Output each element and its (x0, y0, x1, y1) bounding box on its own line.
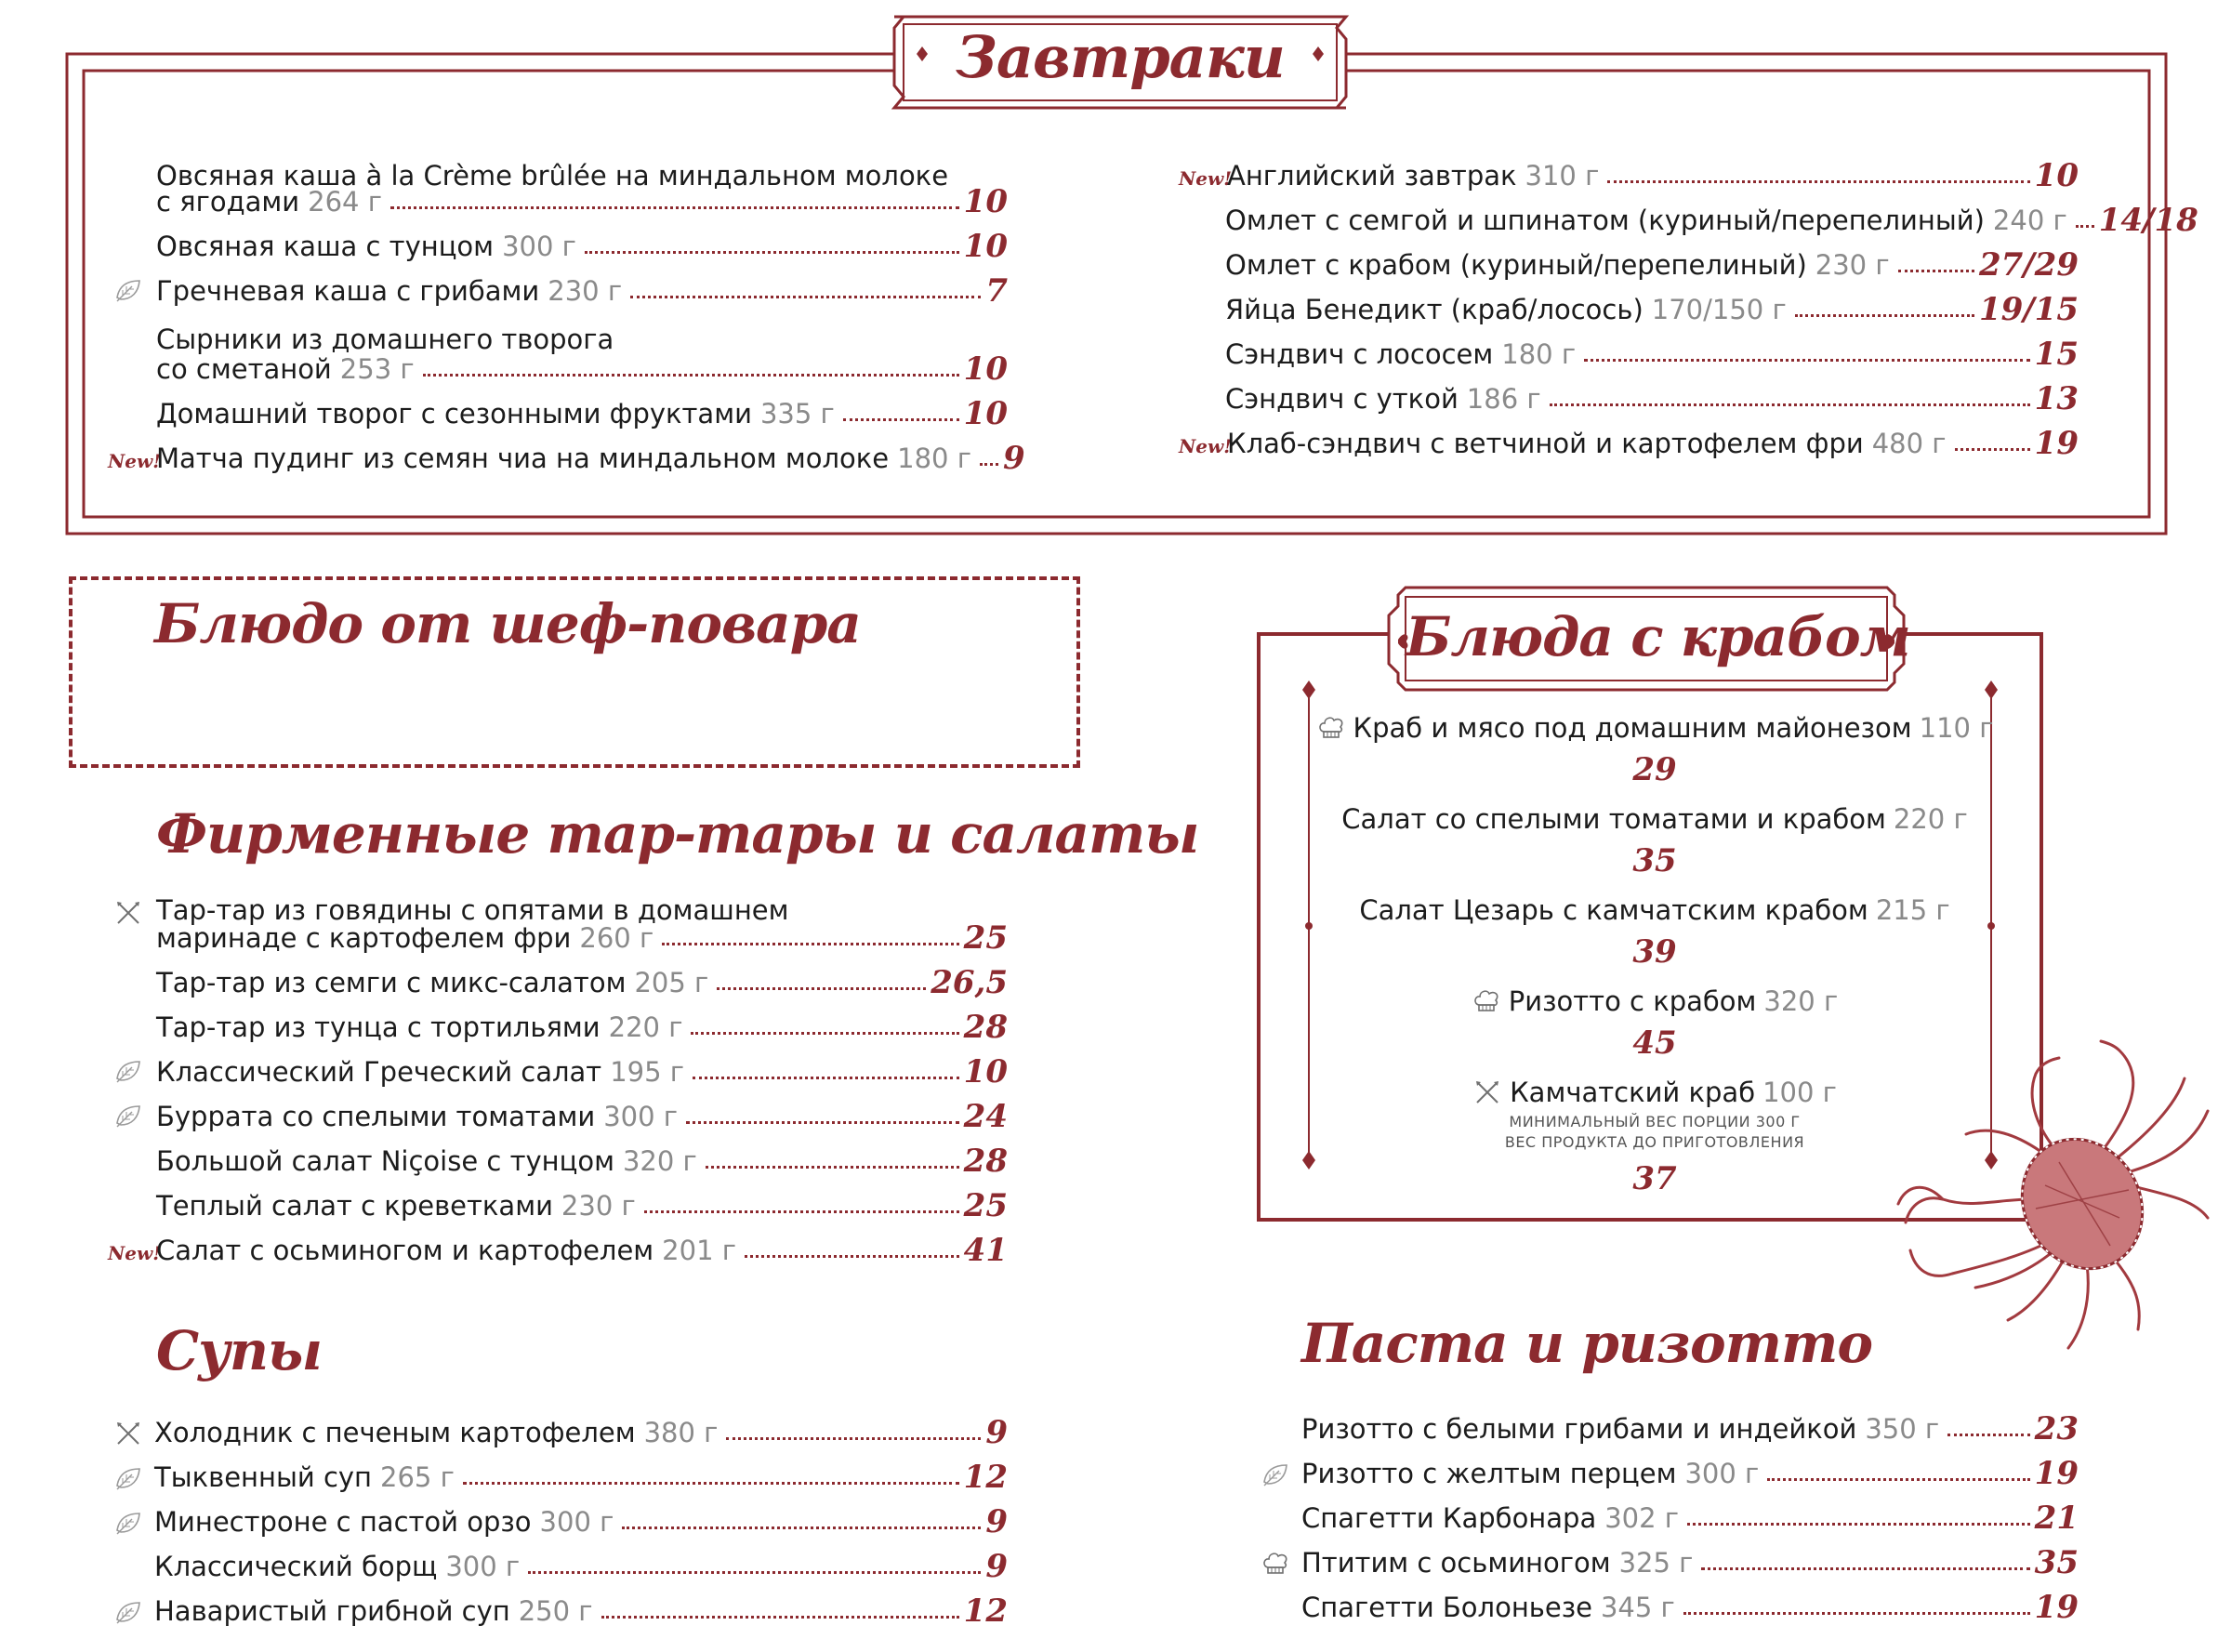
dot-leader (1687, 1523, 2030, 1526)
item-weight: 350 г (1865, 1413, 1940, 1445)
item-name: Наваристый грибной суп (154, 1595, 510, 1627)
crab-item-2-price: 35 (1632, 842, 1677, 879)
item-weight: 186 г (1466, 383, 1541, 415)
item-weight: 201 г (662, 1235, 736, 1266)
tartare-title: Фирменные тар-тары и салаты (156, 802, 1199, 866)
crab-item-1 (1264, 712, 2045, 744)
item-name: Клаб-сэндвич с ветчиной и картофелем фри (1227, 428, 1864, 459)
item-price: 25 (963, 919, 1008, 957)
dot-leader (1767, 1478, 2029, 1481)
item-name: со сметаной (156, 353, 332, 385)
crab-item-1-price: 29 (1632, 751, 1677, 788)
item-price: 15 (2034, 336, 2079, 373)
item-price: 26,5 (931, 964, 1008, 1001)
crab-item-3 (1264, 894, 2045, 926)
item-name: Тар-тар из семги с микс-салатом (156, 967, 627, 998)
item-weight: 230 г (548, 275, 623, 307)
item-name: Салат с осьминогом и картофелем (156, 1235, 654, 1266)
new-badge: New! (108, 450, 162, 472)
item-name: Омлет с семгой и шпинатом (куриный/перепелиный) (1225, 205, 1985, 236)
item-weight: 300 г (1684, 1458, 1760, 1489)
item-price: 41 (963, 1232, 1008, 1269)
item-price: 10 (963, 350, 1008, 388)
item-name: Ризотто с желтым перцем (1301, 1458, 1677, 1489)
item-name: Камчатский краб (1510, 1077, 1756, 1108)
pasta-item-3 (1301, 1500, 2079, 1537)
item-weight: 320 г (1763, 985, 1839, 1017)
item-price: 19 (2034, 1455, 2079, 1492)
item-name: Английский завтрак (1227, 160, 1517, 192)
item-weight: 310 г (1525, 160, 1600, 192)
new-badge: New! (1179, 435, 1233, 457)
item-name: Салат со спелыми томатами и крабом (1341, 803, 1886, 835)
item-weight: 320 г (622, 1145, 697, 1177)
breakfast-title: Завтраки (956, 23, 1285, 91)
item-weight: 220 г (1893, 803, 1968, 835)
item-price: 10 (963, 228, 1008, 265)
item-price: 7 (985, 272, 1008, 310)
item-weight: 265 г (380, 1461, 455, 1493)
item-weight: 300 г (539, 1506, 614, 1538)
leaf-icon (1261, 1460, 1290, 1489)
item-price: 12 (963, 1593, 1008, 1630)
item-price: 10 (963, 395, 1008, 432)
item-price: 19/15 (1978, 291, 2079, 328)
item-weight: 230 г (561, 1190, 636, 1222)
item-name: Краб и мясо под домашним майонезом (1353, 712, 1912, 744)
item-price: 28 (963, 1009, 1008, 1046)
item-weight: 195 г (610, 1056, 684, 1088)
item-weight: 380 г (643, 1417, 719, 1448)
item-weight: 335 г (759, 398, 835, 430)
dot-leader (1947, 1434, 2030, 1436)
item-name: Омлет с крабом (куриный/перепелиный) (1225, 249, 1807, 281)
chef-dish-title: Блюдо от шеф-повара (154, 592, 861, 655)
item-weight: 240 г (1992, 205, 2067, 236)
item-weight: 220 г (608, 1011, 683, 1043)
item-name: Спагетти Болоньезе (1301, 1592, 1592, 1623)
item-weight: 100 г (1762, 1077, 1837, 1108)
item-weight: 180 г (897, 443, 971, 474)
item-price: 19 (2034, 1589, 2079, 1626)
item-name: Яйца Бенедикт (краб/лосось) (1225, 294, 1644, 325)
item-price: 10 (963, 183, 1008, 220)
pasta-item-5 (1301, 1589, 2079, 1626)
soups-title: Супы (156, 1319, 323, 1382)
crab-title: Блюда с крабом (1406, 605, 1910, 668)
pasta-item-2 (1301, 1455, 2079, 1492)
breakfast-item-4-line1: Сырники из домашнего творога (156, 324, 614, 355)
item-price: 10 (963, 1053, 1008, 1090)
new-badge: New! (108, 1242, 162, 1264)
item-price: 9 (985, 1414, 1008, 1451)
item-name: Классический Греческий салат (156, 1056, 602, 1088)
item-name: с ягодами (156, 186, 300, 218)
item-name: Сэндвич с уткой (1225, 383, 1459, 415)
item-weight: 300 г (502, 231, 576, 262)
item-weight: 325 г (1618, 1547, 1694, 1579)
item-name: Сэндвич с лососем (1225, 338, 1494, 370)
item-name: Тар-тар из тунца с тортильями (156, 1011, 601, 1043)
crab-illustration (1896, 1023, 2231, 1376)
item-weight: 345 г (1600, 1592, 1675, 1623)
item-price: 14/18 (2098, 202, 2198, 239)
item-name: Минестроне с пастой орзо (154, 1506, 532, 1538)
item-price: 19 (2034, 425, 2079, 462)
crab-item-3-price: 39 (1632, 933, 1677, 971)
item-weight: 264 г (308, 186, 382, 218)
item-name: Холодник с печеным картофелем (154, 1417, 636, 1448)
item-name: Овсяная каша с тунцом (156, 231, 495, 262)
tartare-item-1-line1: Тар-тар из говядины с опятами в домашнем (156, 894, 789, 926)
item-weight: 110 г (1919, 712, 1994, 744)
crab-item-5-note-2: ВЕС ПРОДУКТА ДО ПРИГОТОВЛЕНИЯ (1504, 1133, 1805, 1151)
chef-hat-icon (1472, 986, 1501, 1016)
item-weight: 230 г (1815, 249, 1890, 281)
item-price: 13 (2034, 380, 2079, 417)
item-price: 24 (963, 1098, 1008, 1135)
item-weight: 300 г (603, 1101, 679, 1132)
item-weight: 180 г (1501, 338, 1577, 370)
item-name: Птитим с осьминогом (1301, 1547, 1611, 1579)
item-weight: 215 г (1875, 894, 1950, 926)
item-name: Салат Цезарь с камчатским крабом (1359, 894, 1868, 926)
pasta-item-4 (1301, 1544, 2079, 1581)
item-weight: 260 г (579, 922, 654, 954)
item-weight: 250 г (518, 1595, 593, 1627)
item-weight: 302 г (1604, 1502, 1680, 1534)
item-price: 9 (1002, 440, 1025, 477)
item-name: Домашний творог с сезонными фруктами (156, 398, 752, 430)
item-weight: 205 г (634, 967, 709, 998)
item-name: маринаде с картофелем фри (156, 922, 572, 954)
crab-item-4-price: 45 (1632, 1024, 1677, 1062)
crab-item-4 (1264, 985, 2045, 1017)
pasta-item-1 (1301, 1410, 2079, 1447)
item-price: 25 (963, 1187, 1008, 1224)
item-price: 35 (2034, 1544, 2079, 1581)
item-name: Ризотто с белыми грибами и индейкой (1301, 1413, 1857, 1445)
item-weight: 300 г (445, 1551, 521, 1582)
item-price: 9 (985, 1548, 1008, 1585)
item-name: Ризотто с крабом (1508, 985, 1757, 1017)
item-name: Буррата со спелыми томатами (156, 1101, 596, 1132)
item-name: Спагетти Карбонара (1301, 1502, 1597, 1534)
item-price: 28 (963, 1143, 1008, 1180)
item-name: Тыквенный суп (154, 1461, 373, 1493)
dot-leader (1683, 1612, 2030, 1615)
item-price: 23 (2034, 1410, 2079, 1447)
item-name: Матча пудинг из семян чиа на миндальном молоке (156, 443, 890, 474)
item-name: Теплый салат с креветками (156, 1190, 553, 1222)
item-name: Классический борщ (154, 1551, 438, 1582)
item-price: 27/29 (1978, 246, 2079, 284)
crab-item-5-price: 37 (1632, 1160, 1677, 1197)
crab-item-2 (1264, 803, 2045, 835)
item-price: 10 (2034, 157, 2079, 194)
item-price: 21 (2034, 1500, 2079, 1537)
item-weight: 253 г (339, 353, 415, 385)
chef-hat-icon (1261, 1549, 1290, 1579)
pasta-title: Паста и ризотто (1301, 1312, 1873, 1375)
item-price: 9 (985, 1503, 1008, 1540)
breakfast-item-1-line1: Овсяная каша à la Crème brûlée на миндальном молоке (156, 160, 949, 192)
cutlery-icon (1472, 1077, 1502, 1107)
new-badge: New! (1179, 167, 1233, 190)
chef-hat-icon (1316, 713, 1346, 743)
crab-item-5-note-1: МИНИМАЛЬНЫЙ ВЕС ПОРЦИИ 300 Г (1509, 1113, 1801, 1130)
item-weight: 480 г (1871, 428, 1947, 459)
item-price: 12 (963, 1459, 1008, 1496)
item-name: Большой салат Niçoise с тунцом (156, 1145, 614, 1177)
item-weight: 170/150 г (1651, 294, 1787, 325)
dot-leader (1701, 1567, 2029, 1570)
item-name: Гречневая каша с грибами (156, 275, 540, 307)
